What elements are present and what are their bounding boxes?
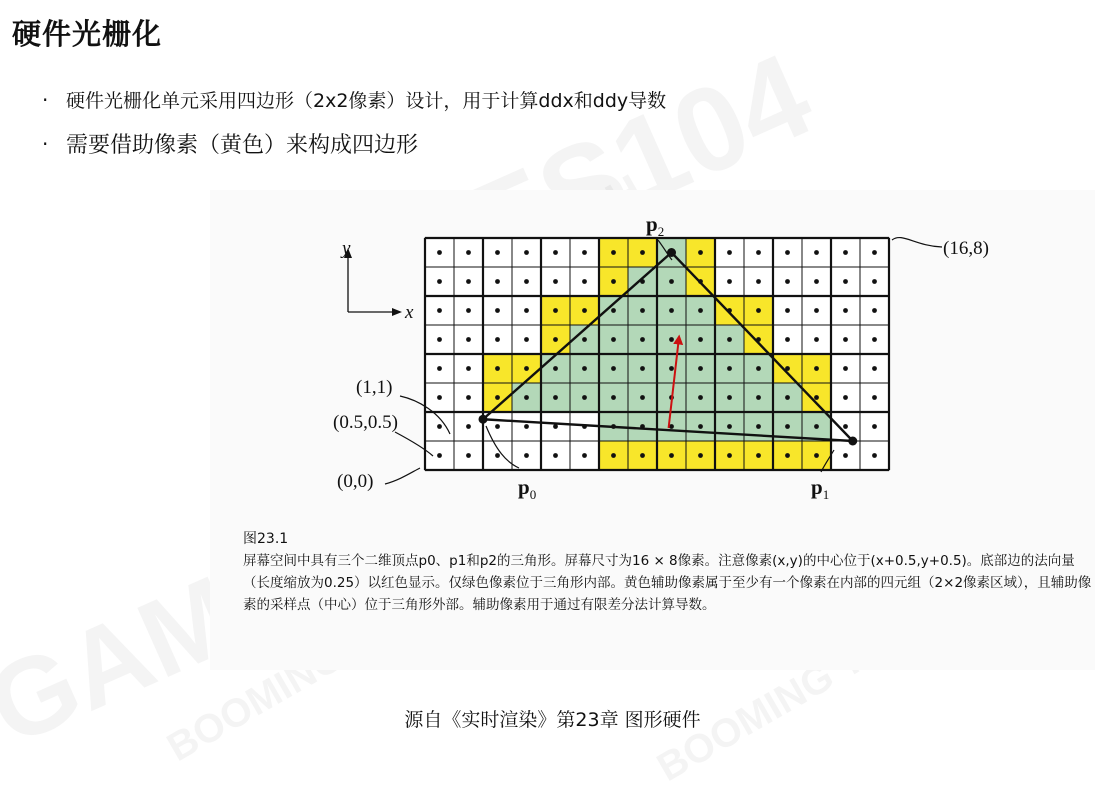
pixel-center-dot: [843, 366, 848, 371]
pixel-center-dot: [524, 279, 529, 284]
pixel-center-dot: [843, 337, 848, 342]
pixel-center-dot: [843, 250, 848, 255]
pixel-center-dot: [437, 453, 442, 458]
bullet-text: 硬件光栅化单元采用四边形（2x2像素）设计，用于计算ddx和ddy导数: [66, 90, 667, 112]
pixel-center-dot: [814, 308, 819, 313]
pixel-center-dot: [843, 279, 848, 284]
pixel-center-dot: [843, 395, 848, 400]
pixel-center-dot: [785, 279, 790, 284]
axis-indicator: [340, 238, 414, 323]
pixel-center-dot: [611, 337, 616, 342]
pixel-center-dot: [814, 424, 819, 429]
pixel-center-dot: [553, 250, 558, 255]
pixel-center-dot: [756, 308, 761, 313]
pixel-center-dot: [843, 308, 848, 313]
pixel-center-dot: [872, 308, 877, 313]
rasterization-figure: [300, 200, 1040, 510]
pixel-center-dot: [495, 453, 500, 458]
vertex-label-p0: $p_0$: [518, 475, 537, 502]
leader-origin: [385, 468, 420, 484]
pixel-center-dot: [814, 279, 819, 284]
y-axis-label: y: [342, 238, 351, 259]
bullet-marker: ·: [42, 87, 49, 112]
pixel-center-dot: [495, 424, 500, 429]
pixel-center-dot: [727, 279, 732, 284]
label-origin: (0,0): [337, 471, 374, 492]
pixel-center-dot: [466, 453, 471, 458]
pixel-center-dot: [727, 453, 732, 458]
pixel-center-dot: [524, 395, 529, 400]
pixel-center-dot: [437, 279, 442, 284]
page-title: 硬件光栅化: [12, 17, 163, 51]
pixel-center-dot: [437, 337, 442, 342]
bullet-text: 需要借助像素（黄色）来构成四边形: [66, 133, 419, 158]
pixel-center-dot: [698, 337, 703, 342]
pixel-center-dot: [785, 424, 790, 429]
pixel-center-dot: [843, 424, 848, 429]
pixel-center-dot: [611, 395, 616, 400]
pixel-center-dot: [524, 308, 529, 313]
pixel-center-dot: [495, 395, 500, 400]
pixel-center-dot: [640, 250, 645, 255]
pixel-center-dot: [698, 308, 703, 313]
pixel-center-dot: [582, 250, 587, 255]
figure-caption: [243, 528, 1093, 616]
vertex-p1: [848, 437, 857, 446]
label-1-1: (1,1): [356, 377, 393, 398]
pixel-center-dot: [437, 424, 442, 429]
pixel-center-dot: [524, 424, 529, 429]
pixel-center-dot: [843, 453, 848, 458]
pixel-center-dot: [872, 366, 877, 371]
pixel-center-dot: [524, 453, 529, 458]
pixel-center-dot: [524, 366, 529, 371]
pixel-center-dot: [756, 424, 761, 429]
pixel-grid: [425, 238, 889, 470]
pixel-center-dot: [466, 279, 471, 284]
pixel-center-dot: [466, 424, 471, 429]
pixel-center-dot: [814, 395, 819, 400]
pixel-center-dot: [611, 250, 616, 255]
pixel-center-dot: [872, 453, 877, 458]
pixel-center-dot: [785, 395, 790, 400]
pixel-center-dot: [872, 250, 877, 255]
pixel-center-dot: [669, 279, 674, 284]
pixel-center-dot: [466, 250, 471, 255]
pixel-center-dot: [756, 366, 761, 371]
pixel-center-dot: [582, 453, 587, 458]
pixel-center-dot: [727, 366, 732, 371]
pixel-center-dot: [814, 250, 819, 255]
pixel-center-dot: [640, 366, 645, 371]
pixel-center-dot: [495, 366, 500, 371]
pixel-center-dot: [495, 279, 500, 284]
pixel-center-dot: [640, 453, 645, 458]
bullet-marker: ·: [42, 131, 49, 156]
pixel-center-dot: [582, 337, 587, 342]
pixel-center-dot: [495, 308, 500, 313]
pixel-center-dot: [756, 279, 761, 284]
x-axis-label: x: [405, 302, 414, 323]
pixel-center-dot: [785, 337, 790, 342]
pixel-center-dot: [495, 337, 500, 342]
pixel-center-dot: [611, 366, 616, 371]
pixel-center-dot: [669, 308, 674, 313]
pixel-center-dot: [582, 366, 587, 371]
pixel-center-dot: [524, 250, 529, 255]
pixel-center-dot: [466, 395, 471, 400]
pixel-center-dot: [814, 366, 819, 371]
pixel-center-dot: [756, 250, 761, 255]
pixel-center-dot: [756, 395, 761, 400]
pixel-center-dot: [727, 337, 732, 342]
pixel-center-dot: [466, 366, 471, 371]
pixel-center-dot: [466, 308, 471, 313]
vertex-label-p1: $p_1$: [811, 475, 830, 502]
pixel-center-dot: [553, 337, 558, 342]
pixel-center-dot: [640, 308, 645, 313]
bullet-item: [42, 128, 418, 159]
pixel-center-dot: [727, 424, 732, 429]
caption-body: 屏幕空间中具有三个二维顶点p0、p1和p2的三角形。屏幕尺寸为16 × 8像素。注意像素(x,y)的中心位于(x+0.5,y+0.5)。底部边的法向量（长度缩放为0.25）以红色显示。仅绿色像素位于三角形内部。黄色辅助像素属于至少有一个像素在内部的四元组（2×2像素区域），且辅助像素的采样点（中心）位于三角形外部。辅助像素用于通过有限差分法计算导数。: [243, 553, 1092, 613]
pixel-center-dot: [756, 453, 761, 458]
pixel-center-dot: [872, 337, 877, 342]
pixel-center-dot: [872, 395, 877, 400]
pixel-center-dot: [872, 279, 877, 284]
pixel-center-dot: [553, 366, 558, 371]
pixel-center-dot: [727, 395, 732, 400]
pixel-center-dot: [785, 308, 790, 313]
pixel-center-dot: [640, 395, 645, 400]
pixel-center-dot: [437, 250, 442, 255]
pixel-center-dot: [698, 424, 703, 429]
pixel-center-dot: [814, 337, 819, 342]
pixel-center-dot: [785, 453, 790, 458]
leader-16-8: [892, 238, 942, 247]
pixel-center-dot: [785, 250, 790, 255]
pixel-center-dot: [611, 453, 616, 458]
pixel-center-dot: [611, 308, 616, 313]
pixel-center-dot: [437, 395, 442, 400]
pixel-center-dot: [553, 308, 558, 313]
bullet-item: [42, 86, 666, 113]
pixel-center-dot: [727, 250, 732, 255]
caption-title: 图23.1: [243, 531, 289, 547]
pixel-center-dot: [582, 308, 587, 313]
pixel-center-dot: [524, 337, 529, 342]
pixel-center-dot: [814, 453, 819, 458]
pixel-center-dot: [698, 250, 703, 255]
pixel-center-dot: [669, 337, 674, 342]
pixel-center-dot: [495, 250, 500, 255]
pixel-center-dot: [553, 395, 558, 400]
pixel-center-dot: [698, 395, 703, 400]
label-05-05: (0.5,0.5): [333, 412, 398, 433]
pixel-center-dot: [553, 453, 558, 458]
pixel-center-dot: [669, 453, 674, 458]
pixel-center-dot: [553, 424, 558, 429]
pixel-center-dot: [437, 366, 442, 371]
pixel-center-dot: [698, 453, 703, 458]
pixel-center-dot: [437, 308, 442, 313]
pixel-center-dot: [611, 279, 616, 284]
pixel-center-dot: [553, 279, 558, 284]
pixel-center-dot: [698, 366, 703, 371]
vertex-label-p2: $p_2$: [646, 212, 665, 239]
pixel-center-dot: [466, 337, 471, 342]
pixel-center-dot: [582, 279, 587, 284]
vertex-p0: [479, 415, 488, 424]
source-note: 源自《实时渲染》第23章 图形硬件: [404, 709, 701, 731]
pixel-center-dot: [640, 337, 645, 342]
label-16-8: (16,8): [943, 238, 989, 259]
pixel-center-dot: [669, 366, 674, 371]
pixel-center-dot: [872, 424, 877, 429]
pixel-center-dot: [582, 395, 587, 400]
